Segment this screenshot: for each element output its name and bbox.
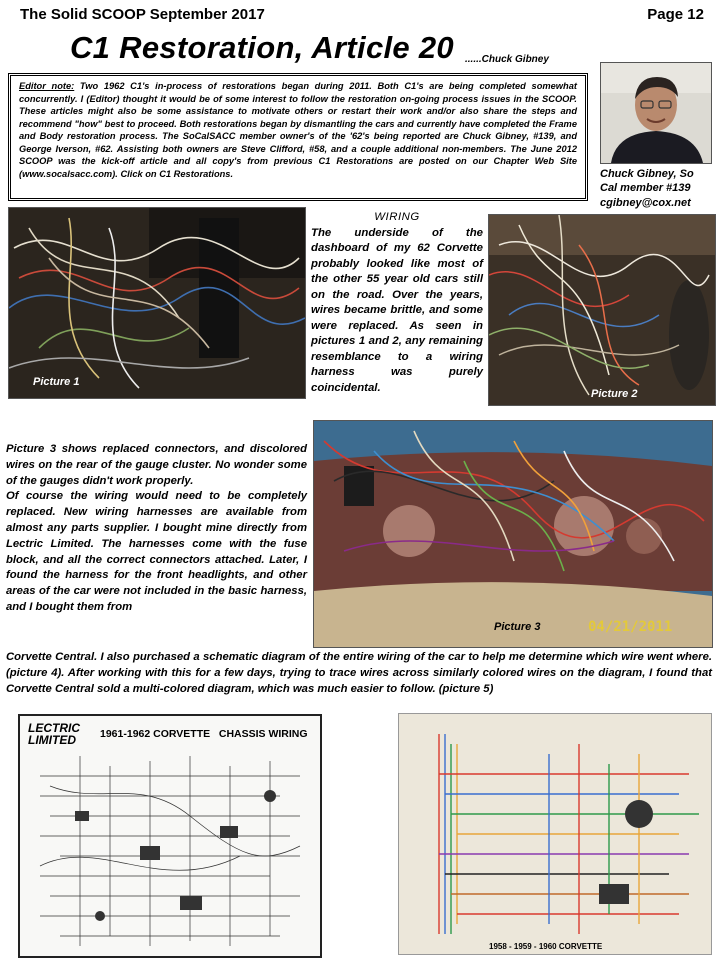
body-paragraph-1: Picture 3 shows replaced connectors, and discolored wires on the rear of the gauge cluster. No wonder some of the gauges didn't work properly.: [6, 443, 307, 487]
diagram-4-title: 1961-1962 CORVETTE CHASSIS WIRING: [100, 728, 308, 740]
author-email: cgibney@cox.net: [600, 196, 691, 209]
author-name: Chuck Gibney, So Cal member #139: [600, 168, 694, 195]
lectric-limited-logo: [28, 722, 80, 746]
picture-3-caption: Picture 3: [494, 621, 541, 633]
picture-2: [488, 214, 716, 406]
wiring-section: [311, 210, 483, 396]
article-title: C1 Restoration, Article 20: [70, 30, 454, 65]
editor-note-text: Two 1962 C1's in-process of restorations began during 2011. Both C1's are being completed somewhat concurrently. I (Editor) thought it would be of some interest to follow the restoration on-going process issues in the SCOOP. These articles might also be some assistance to motivate others or restart their work and/or also share the steps and recommend "how" best to proceed. Both restorations began by dismantling the cars and currently have completed the Frame and Body restoration process. The SoCalSACC member owner's of the '62's being reported are Chuck Gibney, #139, and George Iverson, #62. Assisting both owners are Steve Clifford, #58, and a couple additional non-members. The June 2012 SCOOP was the kick-off article and all copy's from previous C1 Restorations are posted on our Chapter Web Site (www.socalsacc.com). Click on C1 Restorations.: [19, 81, 577, 179]
logo-line-2: LIMITED: [28, 733, 76, 747]
body-paragraph-2: Of course the wiring would need to be completely replaced. New wiring harnesses are available from almost any parts supplier. I bought mine directly from Lectric Limited. The harnesses come with the fuse block, and all the correct connectors attached. Later, I found the harness for the front headlights, and other areas of the car were not included in the basic harness, and I bought them from: [6, 490, 307, 613]
publication-header: The Solid SCOOP September 2017: [20, 6, 265, 23]
editor-note-label: Editor note:: [19, 81, 75, 91]
picture-2-caption: Picture 2: [591, 388, 638, 400]
picture-1-caption: Picture 1: [33, 376, 80, 388]
picture-5-color-wiring-diagram: [398, 713, 712, 955]
wiring-heading: WIRING: [374, 211, 420, 223]
picture-1: [8, 207, 306, 399]
editor-note-box: [8, 73, 588, 201]
diagram-5-title: 1958 - 1959 - 1960 CORVETTE: [489, 942, 603, 951]
logo-line-1: LECTRIC: [28, 721, 80, 735]
picture-3-date-stamp: 04/21/2011: [588, 619, 673, 635]
page-number: Page 12: [647, 6, 704, 23]
body-paragraph-3: Corvette Central. I also purchased a schematic diagram of the entire wiring of the car to help me determine which wire went where. (picture 4). After working with this for a few days, trying to trace wires across similarly colored wires on the diagram, I found that Corvette Central sold a multi-colored diagram, which was much easier to follow. (picture 5): [6, 651, 712, 695]
picture-3: [313, 420, 713, 648]
body-left-column: [6, 442, 307, 616]
author-photo: [600, 62, 712, 164]
wiring-text: The underside of the dashboard of my 62 Corvette probably looked like most of the other 55 year old cars still on the road. Over the years, wires became brittle, and some were replaced. As seen in pictures 1 and 2, any remaining resemblance to a wiring harness was purely coincidental.: [311, 226, 483, 394]
picture-4-wiring-diagram: [18, 714, 322, 958]
author-caption: [600, 167, 712, 210]
article-byline: ......Chuck Gibney: [465, 54, 549, 65]
